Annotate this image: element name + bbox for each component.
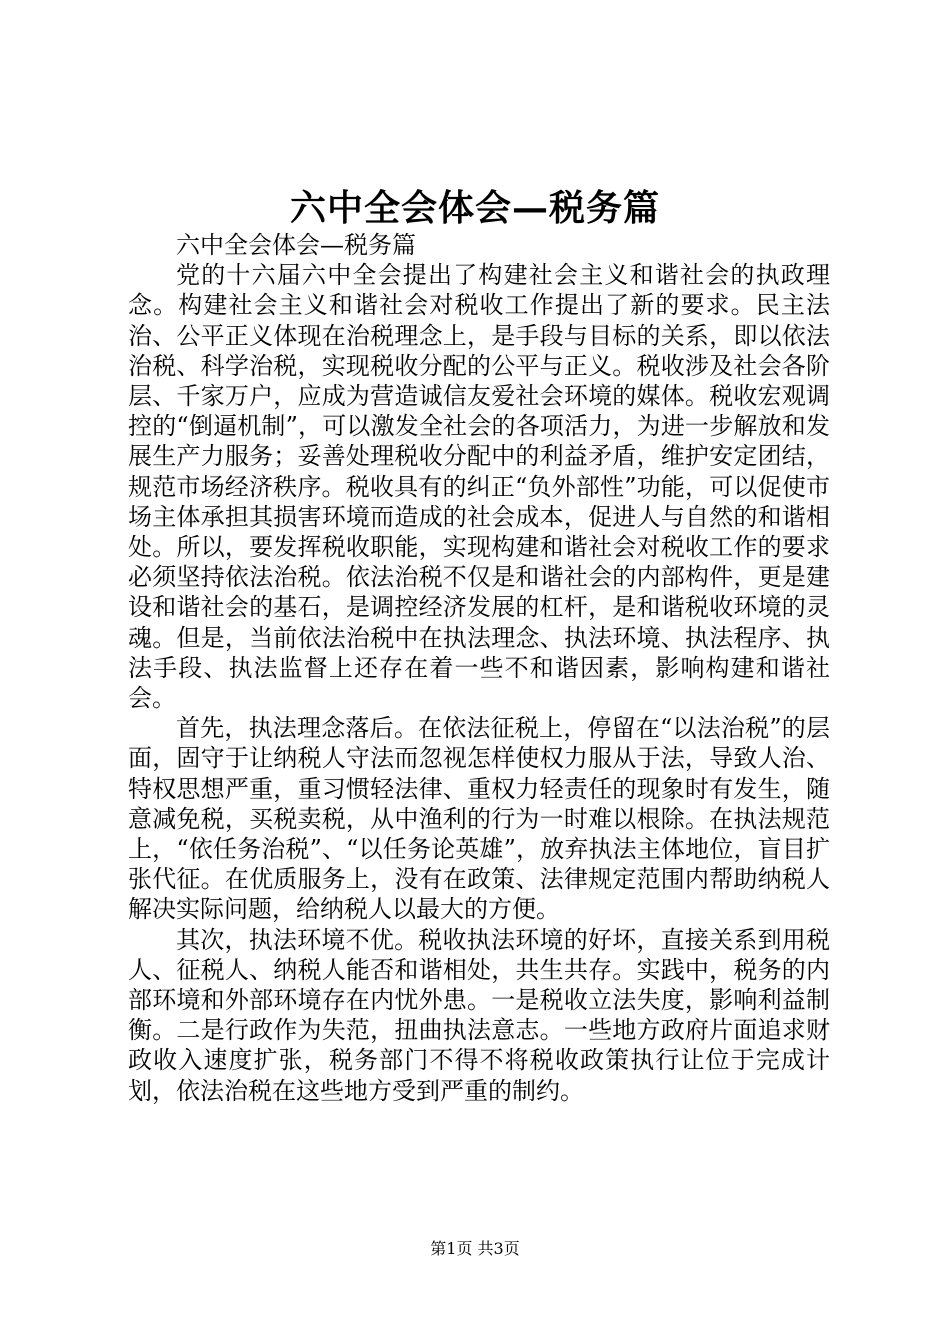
paragraph-second-point: 其次，执法环境不优。税收执法环境的好坏，直接关系到用税人、征税人、纳税人能否和谐相处，共生共存。实践中，税务的内部环境和外部环境存在内忧外患。一是税收立法失度，影响利益制衡。二是行政作为失范，扭曲执法意志。一些地方政府片面追求财政收入速度扩张，税务部门不得不将税收政策执行让位于完成计划，依法治税在这些地方受到严重的制约。 [128, 925, 830, 1105]
page-footer: 第1页 共3页 [430, 1239, 520, 1258]
document-body [128, 230, 830, 1106]
paragraph-subtitle: 六中全会体会—税务篇 [176, 231, 416, 259]
paragraph-intro: 党的十六届六中全会提出了构建社会主义和谐社会的执政理念。构建社会主义和谐社会对税收工作提出了新的要求。民主法治、公平正义体现在治税理念上，是手段与目标的关系，即以依法治税、科学治税，实现税收分配的公平与正义。税收涉及社会各阶层、千家万户，应成为营造诚信友爱社会环境的媒体。税收宏观调控的“倒逼机制”，可以激发全社会的各项活力，为进一步解放和发展生产力服务；妥善处理税收分配中的利益矛盾，维护安定团结，规范市场经济秩序。税收具有的纠正“负外部性”功能，可以促使市场主体承担其损害环境而造成的社会成本，促进人与自然的和谐相处。所以，要发挥税收职能，实现构建和谐社会对税收工作的要求必须坚持依法治税。依法治税不仅是和谐社会的内部构件，更是建设和谐社会的基石，是调控经济发展的杠杆，是和谐税收环境的灵魂。但是，当前依法治税中在执法理念、执法环境、执法程序、执法手段、执法监督上还存在着一些不和谐因素，影响构建和谐社会。 [128, 261, 830, 713]
document-title: 六中全会体会—税务篇 [289, 187, 660, 229]
paragraph-first-point: 首先，执法理念落后。在依法征税上，停留在“以法治税”的层面，固守于让纳税人守法而忽视怎样使权力服从于法，导致人治、特权思想严重，重习惯轻法律、重权力轻责任的现象时有发生，随意减免税，买税卖税，从中渔利的行为一时难以根除。在执法规范上，“依任务治税”、“以任务论英雄”，放弃执法主体地位，盲目扩张代征。在优质服务上，没有在政策、法律规定范围内帮助纳税人解决实际问题，给纳税人以最大的方便。 [128, 714, 830, 924]
